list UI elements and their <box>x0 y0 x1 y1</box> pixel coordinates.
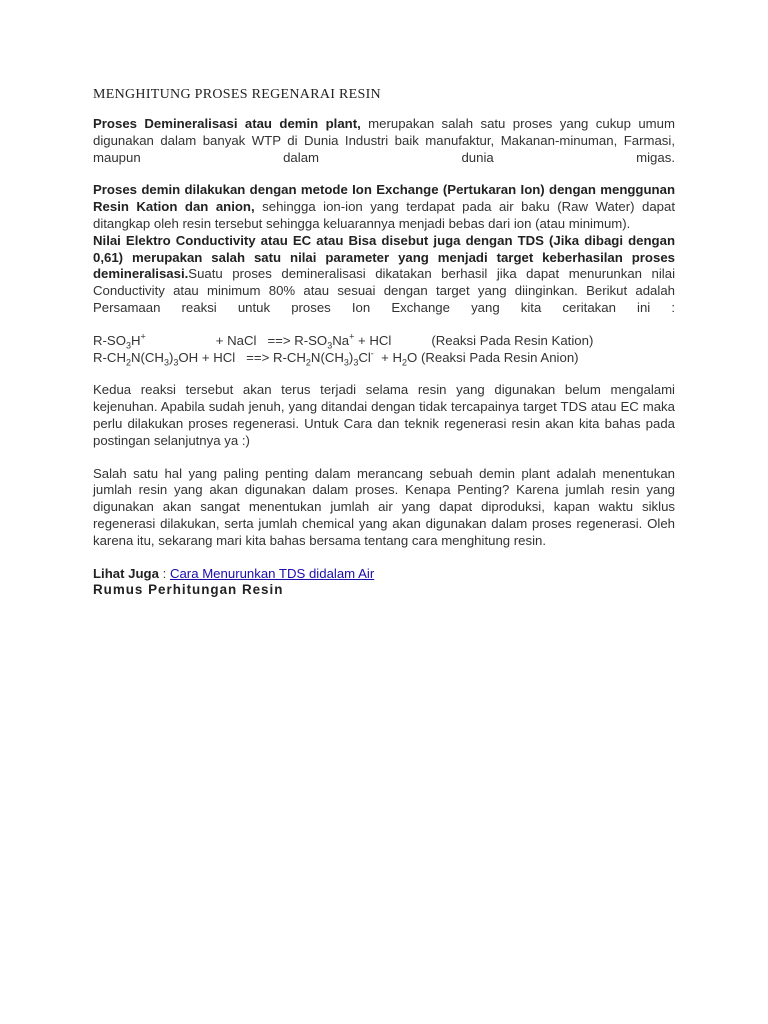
see-also-label: Lihat Juga <box>93 565 159 581</box>
see-also-link[interactable]: Cara Menurunkan TDS didalam Air <box>169 565 375 581</box>
see-also-line: Lihat Juga : Cara Menurunkan TDS didalam Air <box>93 565 375 581</box>
paragraph-conductivity <box>93 233 675 317</box>
method-text: sehingga ion-ion yang terdapat pada air baku (Raw Water) dapat ditangkap oleh resin tersebut sehingga keluarannya menjadi bebas dari ion (atau minimum). <box>93 199 675 231</box>
intro-bold: Proses Demineralisasi atau demin plant, <box>93 116 361 131</box>
conductivity-bold: Nilai Elektro Conductivity atau EC atau Bisa disebut juga dengan TDS (Jika dibagi dengan 0,61) merupakan salah satu nilai parameter yang menjadi target keberhasilan proses demineralisasi. <box>93 232 675 282</box>
paragraph-saturation: Kedua reaksi tersebut akan terus terjadi selama resin yang digunakan belum mengalami kejenuhan. Apabila sudah jenuh, yang ditandai dengan tidak tercapainya target TDS atau EC maka perlu dilakukan proses regenerasi. Untuk Cara dan teknik regenerasi resin akan kita bahas pada postingan selanjutnya ya :) <box>93 382 675 448</box>
equation-anion: $R-CH_2N(CH_3)_3OH$ + HCl ==> $R-CH_2N(CH_3)_3Cl^- + H_2O$ (Reaksi Pada Resin Anion) <box>93 348 579 368</box>
paragraph-resin-amount: Salah satu hal yang paling penting dalam merancang sebuah demin plant adalah menentukan jumlah resin yang akan digunakan dalam proses. Kenapa Penting? Karena jumlah resin yang digunakan akan sangat menentukan jumlah air yang dapat diproduksi, kapan waktu siklus regenerasi dilakukan, serta jumlah chemical yang akan digunakan dalam proses regenerasi. Oleh karena itu, sekarang mari kita bahas bersama tentang cara menghitung resin. <box>93 465 675 548</box>
article-title: MENGHITUNG PROSES REGENARAI RESIN <box>93 87 381 102</box>
paragraph-intro <box>93 116 675 166</box>
equation-cation-note: (Reaksi Pada Resin Kation) <box>431 332 594 348</box>
intro-text: merupakan salah satu proses yang cukup umum digunakan dalam banyak WTP di Dunia Industri baik manufaktur, Makanan-minuman, Farmasi, maupun dalam dunia migas. <box>93 116 675 165</box>
method-bold: Proses demin dilakukan dengan metode Ion Exchange (Pertukaran Ion) dengan menggunan Resin Kation dan anion, <box>93 182 675 215</box>
section-heading-resin-formula: Rumus Perhitungan Resin <box>93 582 284 598</box>
article-body <box>93 86 675 599</box>
paragraph-method <box>93 182 675 232</box>
conductivity-text: Suatu proses demineralisasi dikatakan berhasil jika dapat menurunkan nilai Conductivity atau minimum 80% atau sesuai dengan target yang diinginkan. Berikut adalah Persamaan reaksi untuk proses Ion Exchange yang kita ceritakan ini : <box>93 266 675 315</box>
equation-cation: $R-SO_3H^+$ + NaCl ==> $R-SO_3Na^+$ + HCl (Reaksi Pada Resin Kation) <box>93 331 594 351</box>
